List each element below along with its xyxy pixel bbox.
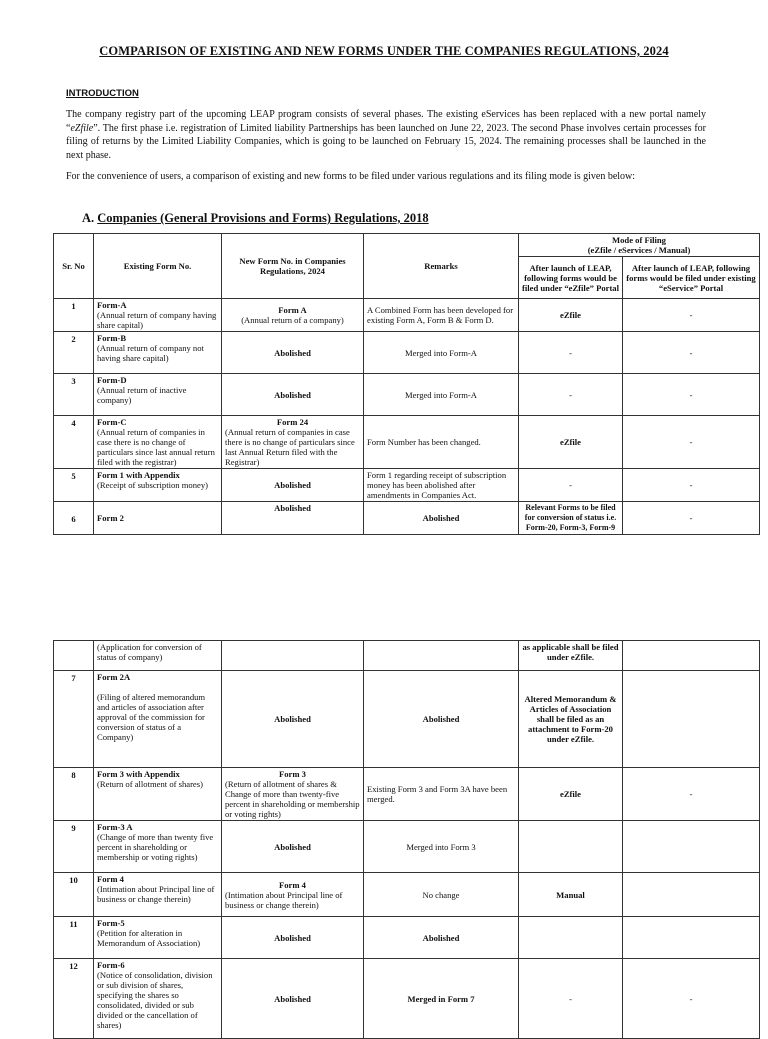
row-remarks: Abolished bbox=[364, 502, 519, 535]
row-existing-form: Form 1 with Appendix (Receipt of subscription money) bbox=[94, 469, 222, 502]
row-srno: 5 bbox=[54, 469, 94, 502]
header-mode-of-filing: Mode of Filing (eZfile / eServices / Manual) bbox=[519, 234, 760, 257]
row-new-form: Abolished bbox=[222, 502, 364, 535]
header-after-ezfile: After launch of LEAP, following forms would be filed under “eZfile” Portal bbox=[519, 257, 623, 299]
row-eservice-mode bbox=[623, 821, 760, 873]
row-remarks: A Combined Form has been developed for existing Form A, Form B & Form D. bbox=[364, 299, 519, 332]
row-new-form: Abolished bbox=[222, 332, 364, 374]
row-remarks: No change bbox=[364, 873, 519, 917]
row-new-form: Form 24 (Annual return of companies in case there is no change of particulars since last Annual Return filed with the Registrar) bbox=[222, 416, 364, 469]
table-row bbox=[54, 416, 760, 469]
row-remarks: Merged into Form-A bbox=[364, 332, 519, 374]
row-eservice-mode bbox=[623, 641, 760, 671]
row-srno bbox=[54, 641, 94, 671]
row-existing-form: Form 4 (Intimation about Principal line of business or change therein) bbox=[94, 873, 222, 917]
row-ezfile-mode: - bbox=[519, 332, 623, 374]
row-srno: 4 bbox=[54, 416, 94, 469]
row-srno: 11 bbox=[54, 917, 94, 959]
row-remarks: Form Number has been changed. bbox=[364, 416, 519, 469]
row-existing-form: Form 3 with Appendix (Return of allotment of shares) bbox=[94, 768, 222, 821]
row-remarks: Abolished bbox=[364, 671, 519, 768]
section-heading: A. Companies (General Provisions and Forms) Regulations, 2018 bbox=[82, 211, 429, 225]
row-new-form: Abolished bbox=[222, 469, 364, 502]
table-row bbox=[54, 374, 760, 416]
row-ezfile-mode bbox=[519, 917, 623, 959]
convenience-paragraph: For the convenience of users, a comparison of existing and new forms to be filed under various regulations and its filing mode is given below: bbox=[66, 171, 636, 182]
row-existing-form: Form-5 (Petition for alteration in Memorandum of Association) bbox=[94, 917, 222, 959]
row-eservice-mode: - bbox=[623, 416, 760, 469]
row-existing-form: Form-C (Annual return of companies in case there is no change of particulars since last annual return filed with the registrar) bbox=[94, 416, 222, 469]
forms-comparison-table-page1 bbox=[53, 233, 760, 535]
introduction-heading: INTRODUCTION bbox=[66, 88, 139, 99]
row-srno: 7 bbox=[54, 671, 94, 768]
row-eservice-mode: - bbox=[623, 299, 760, 332]
row-eservice-mode: - bbox=[623, 959, 760, 1039]
row-remarks: Form 1 regarding receipt of subscription money has been abolished after amendments in Companies Act. bbox=[364, 469, 519, 502]
row-new-form: Abolished bbox=[222, 374, 364, 416]
row-ezfile-mode bbox=[519, 821, 623, 873]
row-eservice-mode: - bbox=[623, 469, 760, 502]
document-title: COMPARISON OF EXISTING AND NEW FORMS UNDER THE COMPANIES REGULATIONS, 2024 bbox=[99, 44, 669, 58]
row-remarks: Merged into Form-A bbox=[364, 374, 519, 416]
table-row-continuation bbox=[54, 641, 760, 671]
row-existing-form: Form-B (Annual return of company not having share capital) bbox=[94, 332, 222, 374]
row-srno: 8 bbox=[54, 768, 94, 821]
table-row bbox=[54, 469, 760, 502]
row-remarks: Merged in Form 7 bbox=[364, 959, 519, 1039]
row-eservice-mode: - bbox=[623, 768, 760, 821]
row-new-form bbox=[222, 641, 364, 671]
row-remarks: Existing Form 3 and Form 3A have been merged. bbox=[364, 768, 519, 821]
row-srno: 6 bbox=[54, 502, 94, 535]
row-eservice-mode: - bbox=[623, 332, 760, 374]
row-existing-form: Form-A (Annual return of company having share capital) bbox=[94, 299, 222, 332]
row-remarks bbox=[364, 641, 519, 671]
row-srno: 10 bbox=[54, 873, 94, 917]
row-existing-form: Form-3 A (Change of more than twenty five percent in shareholding or membership or voting rights) bbox=[94, 821, 222, 873]
row-new-form: Form A (Annual return of a company) bbox=[222, 299, 364, 332]
table-row bbox=[54, 821, 760, 873]
table-row bbox=[54, 768, 760, 821]
row-srno: 1 bbox=[54, 299, 94, 332]
row-srno: 2 bbox=[54, 332, 94, 374]
header-new-form: New Form No. in Companies Regulations, 2024 bbox=[222, 234, 364, 299]
row-new-form: Abolished bbox=[222, 917, 364, 959]
row-ezfile-mode: - bbox=[519, 469, 623, 502]
row-eservice-mode bbox=[623, 671, 760, 768]
table-row bbox=[54, 671, 760, 768]
row-srno: 12 bbox=[54, 959, 94, 1039]
row-ezfile-mode: - bbox=[519, 374, 623, 416]
row-ezfile-mode: Relevant Forms to be filed for conversion of status i.e. Form-20, Form-3, Form-9 bbox=[519, 502, 623, 535]
row-ezfile-mode: Altered Memorandum & Articles of Association shall be filed as an attachment to Form-20 under eZfile. bbox=[519, 671, 623, 768]
row-remarks: Merged into Form 3 bbox=[364, 821, 519, 873]
row-ezfile-mode: eZfile bbox=[519, 299, 623, 332]
table-row bbox=[54, 959, 760, 1039]
row-ezfile-mode: eZfile bbox=[519, 768, 623, 821]
table-row bbox=[54, 502, 760, 535]
header-after-eservice: After launch of LEAP, following forms would be filed under existing “eService” Portal bbox=[623, 257, 760, 299]
row-ezfile-mode: Manual bbox=[519, 873, 623, 917]
table-row bbox=[54, 917, 760, 959]
row-ezfile-mode: - bbox=[519, 959, 623, 1039]
row-eservice-mode: - bbox=[623, 374, 760, 416]
row-eservice-mode bbox=[623, 873, 760, 917]
row-ezfile-mode: as applicable shall be filed under eZfile. bbox=[519, 641, 623, 671]
table-row bbox=[54, 873, 760, 917]
row-existing-form: Form 2A (Filing of altered memorandum and articles of association after approval of the commission for conversion of status of a Company) bbox=[94, 671, 222, 768]
introduction-paragraph: The company registry part of the upcoming LEAP program consists of several phases. The existing eServices has been replaced with a new portal namely “eZfile”. The first phase i.e. registration of Limited liability Partnerships has been launched on June 22, 2023. The second Phase involves certain processes for filing of returns by the Limited Liability Companies, which is going to be launched on February 15, 2024. The remaining processes shall be launched in the next phase. bbox=[66, 109, 706, 161]
row-eservice-mode: - bbox=[623, 502, 760, 535]
row-new-form: Abolished bbox=[222, 959, 364, 1039]
row-existing-form: Form 2 bbox=[94, 502, 222, 535]
header-existing-form: Existing Form No. bbox=[94, 234, 222, 299]
row-new-form: Form 3 (Return of allotment of shares & Change of more than twenty-five percent in shareholding or membership or voting rights) bbox=[222, 768, 364, 821]
header-remarks: Remarks bbox=[364, 234, 519, 299]
row-existing-form: Form-D (Annual return of inactive company) bbox=[94, 374, 222, 416]
row-remarks: Abolished bbox=[364, 917, 519, 959]
row-existing-form: (Application for conversion of status of company) bbox=[94, 641, 222, 671]
row-srno: 9 bbox=[54, 821, 94, 873]
forms-comparison-table-page2 bbox=[53, 640, 760, 1039]
table-row bbox=[54, 299, 760, 332]
row-new-form: Abolished bbox=[222, 671, 364, 768]
header-srno: Sr. No bbox=[54, 234, 94, 299]
row-new-form: Abolished bbox=[222, 821, 364, 873]
row-existing-form: Form-6 (Notice of consolidation, division or sub division of shares, specifying the shares so consolidated, divided or sub divided or the cancellation of shares) bbox=[94, 959, 222, 1039]
table-row bbox=[54, 332, 760, 374]
row-new-form: Form 4 (Intimation about Principal line of business or change therein) bbox=[222, 873, 364, 917]
row-ezfile-mode: eZfile bbox=[519, 416, 623, 469]
row-srno: 3 bbox=[54, 374, 94, 416]
row-eservice-mode bbox=[623, 917, 760, 959]
